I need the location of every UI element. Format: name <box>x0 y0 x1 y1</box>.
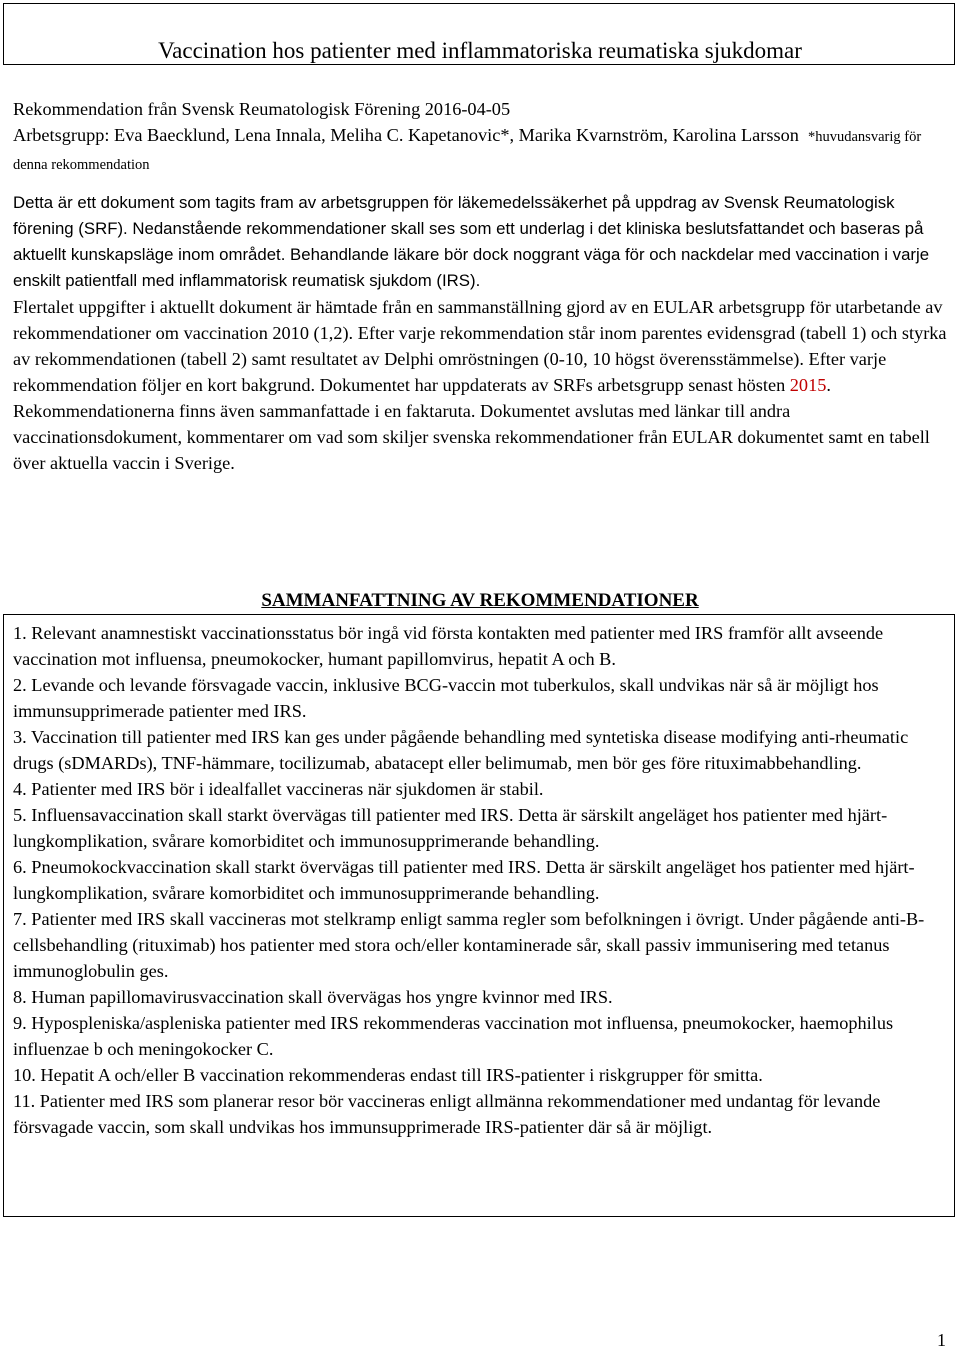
intro-sources-text: Flertalet uppgifter i aktuellt dokument är hämtade från en sammanställning gjord av en EULAR arbetsgrupp för utarbetande av rekommendationer om vaccination 2010 (1,2). Efter varje rekommendation står inom parentes evidensgrad (tabell 1) och styrka av rekommendationen (tabell 2) samt resultatet av Delphi omröstningen (0-10, 10 högst överensstämmelse). Efter varje rekommendation följer en kort bakgrund. Dokumentet har uppdaterats av SRFs arbetsgrupp senast hösten <box>13 297 947 395</box>
intro-description: Detta är ett dokument som tagits fram av arbetsgruppen för läkemedelssäkerhet på uppdrag av Svensk Reumatologisk förening (SRF). Nedanstående rekommendationer skall ses som ett underlag i det kliniska beslutsfattandet och baseras på aktuellt kunskapsläge inom området. Behandlande läkare bör dock noggrant väga för och nackdelar med vaccination i varje enskilt patientfall med inflammatorisk reumatisk sjukdom (IRS). <box>13 193 930 290</box>
document-title: Vaccination hos patienter med inflammatoriska reumatiska sjukdomar <box>158 38 802 63</box>
intro-paragraph-summary: Rekommendationerna finns även sammanfattade i en faktaruta. Dokumentet avslutas med länkar till andra vaccinationsdokument, kommentarer om vad som skiljer svenska rekommendationer från EULAR dokumentet samt en tabell över aktuella vaccin i Sverige. <box>13 401 930 473</box>
intro-sources-end: . <box>826 375 831 395</box>
recommendation-item: 1. Relevant anamnestiskt vaccinationsstatus bör ingå vid första kontakten med patienter med IRS framför allt avseende vaccination mot influensa, pneumokocker, humant papillomvirus, hepatit A och B. <box>13 623 884 669</box>
recommendation-item: 8. Human papillomavirusvaccination skall övervägas hos yngre kvinnor med IRS. <box>13 987 613 1007</box>
responsible-note: *huvudansvarig för denna rekommendation <box>13 129 922 173</box>
summary-heading: SAMMANFATTNING AV REKOMMENDATIONER <box>261 590 699 611</box>
subtitle: Rekommendation från Svensk Reumatologisk Förening 2016-04-05 <box>13 99 511 119</box>
page-number: 1 <box>937 1330 946 1350</box>
recommendation-item: 7. Patienter med IRS skall vaccineras mot stelkramp enligt samma regler som befolkningen i övrigt. Under pågående anti-B-cellsbehandling (rituximab) hos patienter med stora och/eller kontaminerade sår, skall passiv immunisering med tetanus immunoglobulin ges. <box>13 909 925 981</box>
recommendations-box <box>3 614 955 1217</box>
update-year: 2015 <box>789 375 827 395</box>
recommendation-item: 5. Influensavaccination skall starkt övervägas till patienter med IRS. Detta är särskilt angeläget hos patienter med hjärt-lungkomplikation, svårare komorbiditet och immunosupprimerande behandling. <box>13 805 888 851</box>
recommendation-item: 4. Patienter med IRS bör i idealfallet vaccineras när sjukdomen är stabil. <box>13 779 544 799</box>
recommendation-item: 2. Levande och levande försvagade vaccin, inklusive BCG-vaccin mot tuberkulos, skall undvikas när så är möjligt hos immunsupprimerade patienter med IRS. <box>13 675 879 721</box>
recommendation-item: 3. Vaccination till patienter med IRS kan ges under pågående behandling med syntetiska disease modifying anti-rheumatic drugs (sDMARDs), TNF-hämmare, tocilizumab, abatacept eller belimumab, men bör ges före rituximabbehandling. <box>13 727 909 773</box>
workgroup-line <box>13 122 948 178</box>
recommendation-item: 6. Pneumokockvaccination skall starkt övervägas till patienter med IRS. Detta är särskilt angeläget hos patienter med hjärt-lungkomplikation, svårare komorbiditet och immunosupprimerande behandling. <box>13 857 915 903</box>
workgroup: Arbetsgrupp: Eva Baecklund, Lena Innala, Meliha C. Kapetanovic*, Marika Kvarnström, Karolina Larsson <box>13 125 799 145</box>
recommendation-item: 10. Hepatit A och/eller B vaccination rekommenderas endast till IRS-patienter i riskgrupper för smitta. <box>13 1065 763 1085</box>
recommendation-item: 9. Hypospleniska/aspleniska patienter med IRS rekommenderas vaccination mot influensa, pneumokocker, haemophilus influenzae b och meningokocker C. <box>13 1013 894 1059</box>
intro-paragraph-sources <box>13 294 948 398</box>
intro-section <box>13 96 948 476</box>
recommendation-item: 11. Patienter med IRS som planerar resor bör vaccineras enligt allmänna rekommendationer med undantag för levande försvagade vaccin, som skall undvikas hos immunsupprimerade IRS-patienter där så är möjligt. <box>13 1091 881 1137</box>
